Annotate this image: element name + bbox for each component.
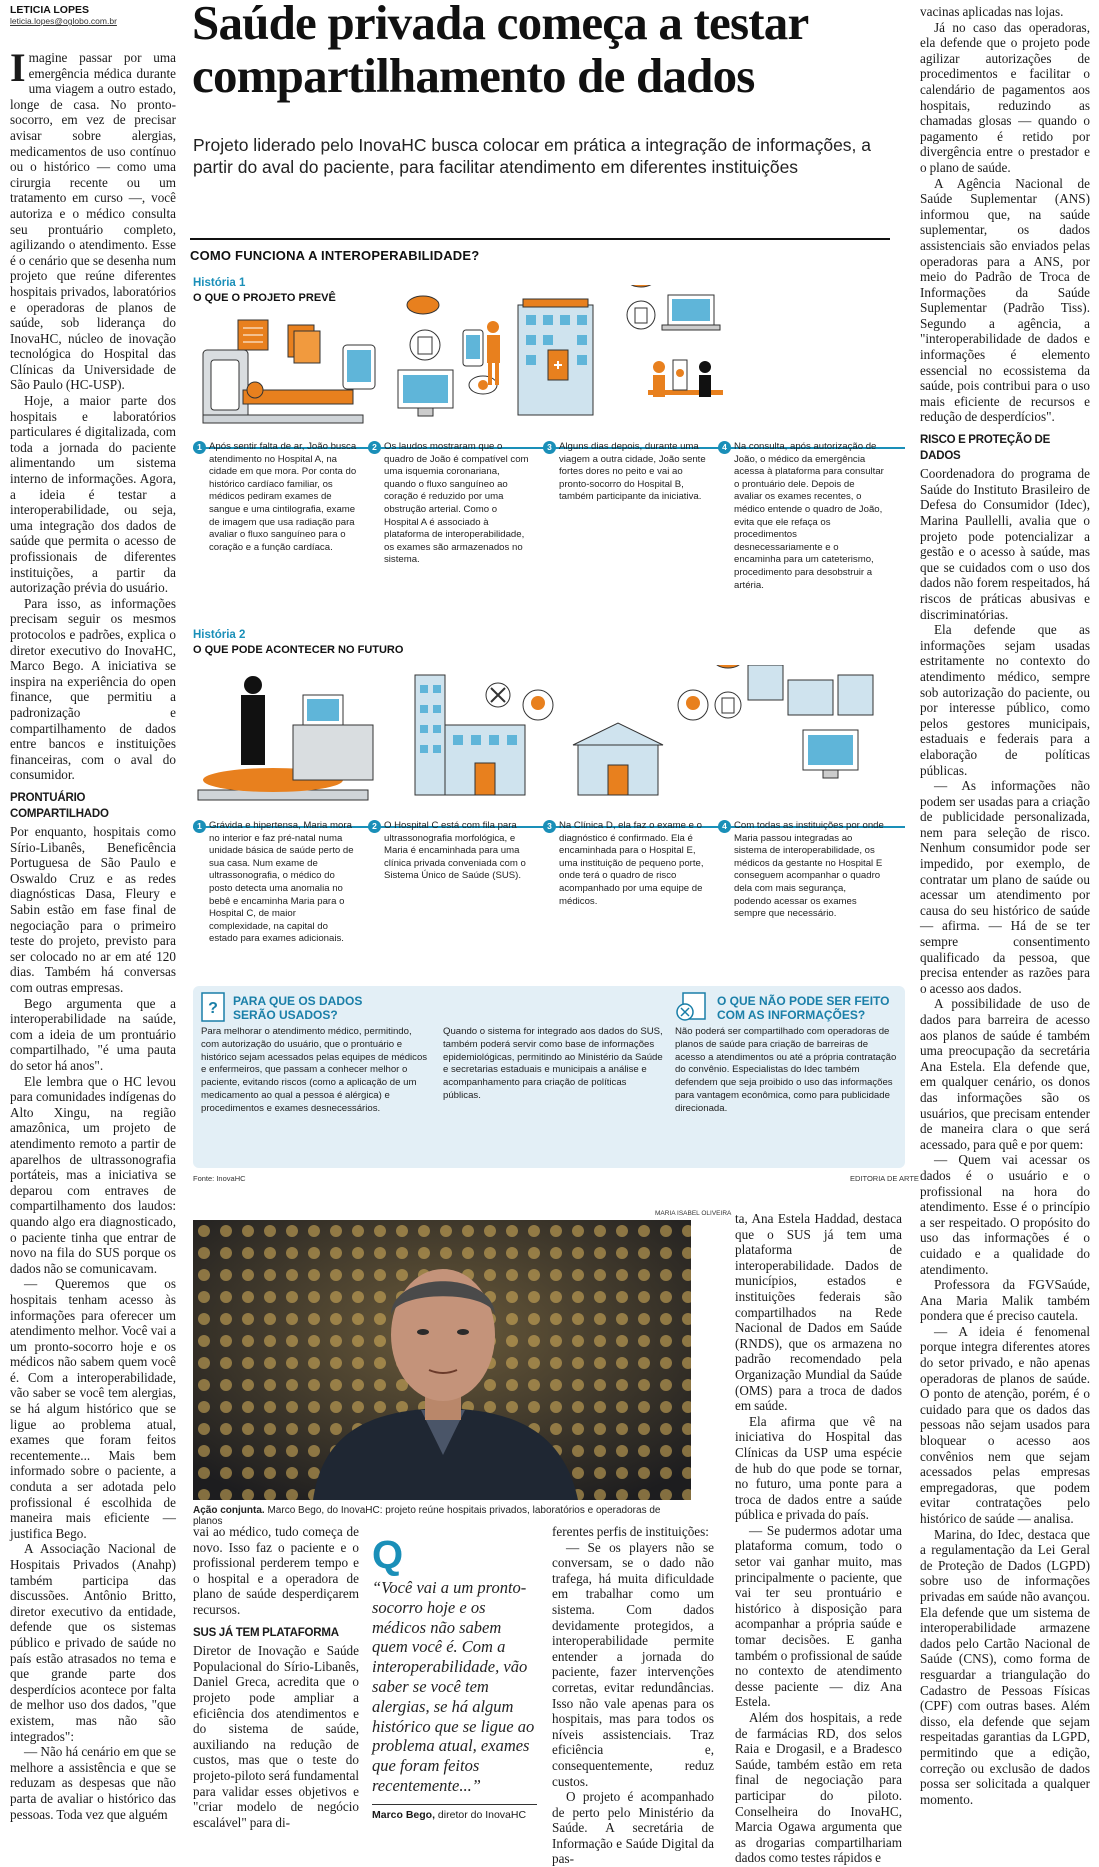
story-1-step-1: 1 Após sentir falta de ar, João busca atendimento no Hospital A, na cidade em que mora. Por conta do histórico cardíaco familiar, os médicos pediram exames de sangue e uma cintilografia, exame de imagem que usa radiação para avaliar o fluxo sanguíneo para o coração e a função cardíaca.: [193, 441, 363, 554]
person-icon: [487, 321, 500, 385]
story-2-subtitle: O QUE PODE ACONTECER NO FUTURO: [193, 644, 404, 656]
blocked-icon: [486, 683, 510, 707]
portrait-illustration: [193, 1220, 691, 1500]
paragraph: — Quem vai acessar os dados é o usuário e o profissional na hora do atendimento. Esse é o princípio a ser respeitado. O propósito do uso das informações é o cuidado e a qualidade do atendimento.: [920, 1152, 1090, 1277]
article-column-5: [920, 4, 1090, 1807]
box-mid-text: Quando o sistema for integrado aos dados do SUS, também poderá servir como base de informações epidemiológicas, permitindo ao Ministério da Saúde e secretarias estaduais e municipais a análise e acompanhamento para criação de políticas públicas.: [443, 1026, 663, 1101]
paragraph: Hoje, a maior parte dos hospitais e laboratórios particulares é digitalizada, com toda a jornada do paciente alimentando um sistema interno de informações. Agora, a ideia é testar a interoperabilidade, ou seja, uma integração dos dados de saúde que permita o acesso de profissionais de diferentes instituições, a partir da autorização prévia do usuário.: [10, 393, 176, 596]
paragraph: — A ideia é fenomenal porque integra diferentes atores do setor privado, e não apenas operadoras de planos de saúde. O ponto de atenção, porém, é o cuidado para que os dados das pessoas não sejam usados para bloquear o acesso aos convênios nem que sejam acessados pelas empresas empregadoras, que podem evitar contratações pelo histórico de saúde — analisa.: [920, 1323, 1090, 1526]
paragraph: Para isso, as informações precisam seguir os mesmos protocolos e padrões, explica o diretor executivo do InovaHC, Marco Bego. A iniciativa se inspira na experiência do open finance, que permitiu a padronização e compartilhamento de dados entre bancos e instituições financeiras, com o aval do consumidor.: [10, 595, 176, 783]
story-1-subtitle: O QUE O PROJETO PREVÊ: [193, 292, 336, 304]
step-number: 4: [718, 441, 731, 454]
laptop-icon: [662, 295, 720, 330]
monitor-icon: [398, 370, 453, 416]
infographic-title: COMO FUNCIONA A INTEROPERABILIDADE?: [190, 248, 480, 263]
paragraph: vacinas aplicadas nas lojas.: [920, 4, 1064, 19]
headline: Saúde privada começa a testar compartilhamento de dados: [192, 0, 808, 103]
paragraph: Bego argumenta que a interoperabilidade na saúde, com a ideia de um prontuário compartilhado, "é uma pauta do setor há anos".: [10, 995, 176, 1073]
story-2-step-3: 3 Na Clínica D, ela faz o exame e o diagnóstico é confirmado. Ela é encaminhada para o Hospital E, uma instituição de pequeno porte, onde terá o quadro de risco acompanhado por uma equipe de médicos.: [543, 820, 713, 908]
clinic-building-icon: [573, 723, 663, 795]
paragraph: ta, Ana Estela Haddad, destaca que o SUS já tem uma plataforma de interoperabilidade. Dados de municípios, estados e instituições federais são compartilhados na Rede Nacional de Dados em Saúde (RNDS), que os armazena no padrão recomendado pela Organização Mundial da Saúde (OMS) para a troca de dados em saúde.: [735, 1211, 902, 1414]
document-icon: [627, 301, 655, 329]
article-column-2: [193, 1524, 359, 1830]
paragraph: — Não há cenário em que se melhore a assistência e que se reduzam as despesas que não parta de avaliar o histórico das pessoas. Toda vez que alguém: [10, 1744, 176, 1822]
author-email[interactable]: leticia.lopes@oglobo.com.br: [10, 16, 117, 26]
article-column-4: [735, 1211, 902, 1866]
paragraph: O projeto é acompanhado de perto pelo Ministério da Saúde. A secretária de Informação e Saúde Digital da pas-: [552, 1789, 714, 1867]
quote-text: “Você vai a um pronto-socorro hoje e os médicos não sabem quem você é. Com a interoperabilidade, vão saber se você tem alergias, se há algum histórico que se ligue ao problema atual, exames que foram feitos recentemente...”: [372, 1578, 535, 1795]
hospital-building-icon: [518, 299, 593, 415]
story-1-step-3: 3 Alguns dias depois, durante uma viagem a outra cidade, João sente fortes dores no peito e vai ao pronto-socorro do Hospital B, também participante da iniciativa.: [543, 441, 713, 504]
box-left-text: Para melhorar o atendimento médico, permitindo, com autorização do usuário, que o prontuário e histórico sejam acessados pelas equipes de médicos e enfermeiros, que passam a conhecer melhor o paciente, evitando riscos (como a aplicação de um medicamento ao qual a pessoa é alérgica) e procedimentos e exames desnecessários.: [201, 1026, 428, 1114]
pregnant-woman-icon: [523, 690, 553, 720]
infographic-editoria: EDITORIA DE ARTE: [850, 1174, 919, 1183]
section-subhead: RISCO E PROTEÇÃO DE DADOS: [920, 434, 1051, 462]
article-column-1: [10, 45, 176, 1822]
story-2-step-1: 1 Grávida e hipertensa, Maria mora no interior e faz pré-natal numa unidade básica de saúde perto de sua casa. Num exame de ultrassonografia, o médico do posto detecta uma anomalia no bebê e encaminha Maria para o Hospital C, de maior complexidade, na capital do estado para exames adicionais.: [193, 820, 363, 946]
story-1-step-4: 4 Na consulta, após autorização de João, o médico da emergência acessa à plataforma para consultar o prontuário dele. Depois de avaliar os exames recentes, o médico entende o quadro de João, evita que ele refaça os procedimentos desnecessariamente e o encaminha para um cateterismo, procedimento para desobstruir a artéria.: [718, 441, 888, 592]
step-number: 2: [368, 441, 381, 454]
question-document-icon: [201, 992, 225, 1022]
portrait-photo: [193, 1220, 691, 1500]
paragraph: Imagine passar por uma emergência médica durante uma viagem a outro estado, longe de casa. No pronto-socorro, em vez de precisar avisar sobre alergias, medicamentos de uso contínuo ou o histórico — como uma cirurgia recente ou um tratamento em curso —, você autoriza e o médico consulta seu prontuário completo, agilizando o atendimento. Esse é o cenário que se desenha num projeto que reúne diferentes hospitais privados, laboratórios e operadoras de planos de saúde, sob liderança do InovaHC, núcleo de inovação tecnológica do Hospital das Clínicas da Universidade de São Paulo (HC-USP).: [10, 45, 176, 393]
cloud-icon: [407, 296, 439, 314]
svg-text:?: ?: [208, 1000, 218, 1017]
scanner-machine-icon: [203, 350, 363, 423]
paragraph: Além dos hospitais, a rede de farmácias RD, dos selos Raia e Drogasil, e a Bradesco Saúde, também estão em reta final de negociação para participar do piloto. Conselheira do InovaHC, Marcia Ogawa argumenta que as drogarias compartilhariam dados como testes rápidos e: [735, 1710, 902, 1866]
pregnant-woman-icon: [678, 690, 708, 720]
paragraph: Ele lembra que o HC levou para comunidades indígenas do Alto Xingu, na região amazônica, um projeto de atendimento remoto a partir de aparelhos de ultrassonografia portáteis, mas a iniciativa se deparou com entraves de compartilhamento dos laudos: quando algo era diagnosticado, o paciente tinha que entrar de novo na fila do SUS porque os dados não se comunicavam.: [10, 1073, 176, 1276]
step-number: 2: [368, 820, 381, 833]
section-subhead: SUS JÁ TEM PLATAFORMA: [193, 1626, 339, 1639]
paragraph: Marina, do Idec, destaca que a regulamentação da Lei Geral de Proteção de Dados (LGPD) sobre uso de informações privadas em saúde não avançou. Ela defende que um sistema de interoperabilidade armazene dados pelo Cartão Nacional de Saúde (CNS), como forma de resguardar a triangulação do Cadastro de Pessoas Físicas (CPF) com outras bases. Além disso, ela defende que sejam respeitadas garantias da LGPD, permitindo que a edição, correção ou exclusão de dados possa ser solicitada a qualquer momento.: [920, 1526, 1090, 1807]
box-right-text: Não poderá ser compartilhado com operadoras de planos de saúde para criação de barreiras de acesso a atendimentos ou até a própria contratação do convênio. Especialistas do Idec também defendem que seja proibido o uso das informações para vantagem econômica, como para publicidade direcionada.: [675, 1026, 897, 1114]
story-2-step-2: 2 O Hospital C está com fila para ultrassonografia morfológica, e Maria é encaminhada para uma clínica privada conveniada com o Sistema Único de Saúde (SUS).: [368, 820, 538, 883]
paragraph: — Se pudermos adotar uma plataforma comum, todo o setor vai ganhar muito, mas principalmente o paciente, que vai ter seu prontuário e histórico à disposição para acompanhar a própria saúde e tomar decisões. E ganha também o profissional de saúde no contexto de atendimento desse paciente — diz Ana Estela.: [735, 1522, 902, 1710]
author-name: LETICIA LOPES: [10, 4, 89, 16]
cloud-icon: [627, 285, 655, 287]
step-number: 1: [193, 441, 206, 454]
pull-quote: [372, 1533, 537, 1821]
subtitle: Projeto liderado pelo InovaHC busca colocar em prática a integração de informações, a partir do aval do paciente, para facilitar atendimento em diferentes instituições: [193, 135, 872, 177]
story-2-illustration: [193, 665, 905, 815]
quote-icon: Q: [372, 1533, 404, 1577]
blocked-document-icon: [675, 992, 709, 1022]
story-1-label: História 1: [193, 277, 246, 289]
step-number: 4: [718, 820, 731, 833]
paragraph: Diretor de Inovação e Saúde Populacional do Sírio-Libanês, Daniel Greca, acredita que o projeto pode ampliar a eficiência dos atendimentos e do sistema de saúde, auxiliando na redução de custos, mas que o teste do projeto-piloto será fundamental para validar esses objetivos e "criar modelo de negócio escalável" para di-: [193, 1643, 359, 1830]
paragraph: A Agência Nacional de Saúde Suplementar (ANS) informou que, na saúde suplementar, os dados assistenciais são enviados pelas operadoras para a ANS, por meio do Padrão de Troca de Informações da Saúde Suplementar (Padrão Tiss). Segundo a agência, a "interoperabilidade de dados e informações é elemento essencial no ecossistema da saúde, pois contribui para o uso mais eficiente de recursos e redução de desperdícios".: [920, 175, 1090, 425]
paragraph: Ela defende que as informações sejam usadas estritamente no contexto do atendimento médico, sempre sob autorização do paciente, ou por interesse público, como pelos gestores municipais, estaduais e federais para a elaboração de políticas públicas.: [920, 622, 1090, 778]
quote-attribution: Marco Bego, diretor do InovaHC: [372, 1804, 537, 1821]
step-number: 3: [543, 441, 556, 454]
photo-credit: MARIA ISABEL OLIVEIRA: [655, 1210, 732, 1217]
paragraph: Professora da FGVSaúde, Ana Maria Malik também pondera que é preciso cautela.: [920, 1277, 1090, 1324]
box-right-title: O QUE NÃO PODE SER FEITO COM AS INFORMAÇÕES?: [717, 994, 890, 1022]
paragraph: Por enquanto, hospitais como Sírio-Libanês, Beneficência Portuguesa de São Paulo e Oswaldo Cruz e as redes diagnósticas Dasa, Fleury e Sabin estão em fase final de negociação para o primeiro teste do projeto, previsto para ser colocado no ar em até 120 dias. Também há conversas com outras empresas.: [10, 824, 176, 996]
story-2-label: História 2: [193, 629, 246, 641]
doctor-patient-consultation-icon: [648, 360, 723, 397]
author-byline: [10, 4, 160, 26]
paragraph: — As informações não podem ser usadas para a criação de publicidade personalizada, nem para seleção de risco. Nenhum consumidor pode ser impedido, por exemplo, de contratar um plano de saúde ou acessar um atendimento por causa do seu histórico de saúde — afirma. — Há de se ter sempre consentimento qualificado da pessoa, que precisa entender as razões para o acesso aos dados.: [920, 778, 1090, 996]
box-left-title: PARA QUE OS DADOS SERÃO USADOS?: [233, 994, 363, 1022]
step-number: 1: [193, 820, 206, 833]
story-1-step-2: 2 Os laudos mostraram que o quadro de João é compatível com uma isquemia coronariana, quando o fluxo sanguíneo ao coração é reduzido por uma obstrução arterial. Como o Hospital A é associado à plataforma de interoperabilidade, os exames são armazenados no sistema.: [368, 441, 538, 567]
document-icon: [410, 330, 440, 360]
folder-stack-icon: [288, 325, 320, 363]
story-2-step-4: 4 Com todas as instituições por onde Maria passou integradas ao sistema de interoperabilidade, os médicos da gestante no Hospital E conseguem acompanhar o quadro dela com mais segurança, podendo acessar os exames sempre que necessário.: [718, 820, 888, 921]
article-column-3: [552, 1524, 714, 1867]
story-1-illustration: [193, 285, 905, 435]
paragraph: ferentes perfis de instituições:: [552, 1524, 709, 1539]
cloud-icon: [714, 665, 742, 668]
paragraph: vai ao médico, tudo começa de novo. Isso faz o paciente e o profissional perderem tempo e o hospital e a operadora de plano de saúde desperdiçarem recursos.: [193, 1524, 359, 1617]
paragraph: Já no caso das operadoras, ela defende que o projeto pode agilizar autorizações de procedimentos e facilitar o calendário de pagamentos aos hospitais, reduzindo as chamadas glosas — quando o pagamento é retido por divergência entre o prestador e o plano de saúde.: [920, 19, 1090, 175]
paragraph: A possibilidade de uso de dados para barreira de acesso aos planos de saúde é também uma preocupação da secretária Ana Estela. Ela defende que, em qualquer cenário, os donos das informações são os usuários, que precisam entender de maneira clara o que será acessado, para quê e por quem:: [920, 996, 1090, 1152]
tablet-icon: [343, 345, 375, 389]
paragraph: — Se os players não se conversam, se o dado não trafega, há muita dificuldade em trabalhar como um sistema. Com dados devidamente protegidos, a interoperabilidade permite entender a jornada do paciente, fazer intervenções corretas, evitar redundâncias. Isso não vale apenas para os hospitais, mas para todos os níveis assistenciais. Traz eficiência e, consequentemente, reduz custos.: [552, 1539, 714, 1789]
caption-lead: Ação conjunta.: [193, 1505, 265, 1516]
document-icon: [715, 692, 741, 718]
paragraph: — Queremos que os hospitais tenham acesso às informações para oferecer um atendimento melhor. Você vai a um pronto-socorro hoje e os médicos não sabem quem você é. Com a interoperabilidade, vão saber se você tem alergias, se há algum histórico que se ligue ao problema atual, exames que foram feitos recentemente... Mais bem informado sobre o paciente, a conduta a ser adotada pelo profissional é escolhida de maneira mais eficiente — justifica Bego.: [10, 1276, 176, 1541]
paragraph: A Associação Nacional de Hospitais Privados (Anahp) também participa das discussões. Antônio Britto, diretor executivo da entidade, defende que os sistemas público e privado de saúde no país estão atrasados no tema e que grande parte dos desperdícios acontece por falta de melhor uso dos dados, "que existem, mas não são integrados":: [10, 1541, 176, 1744]
photo-caption: Ação conjunta. Marco Bego, do InovaHC: projeto reúne hospitais privados, laboratórios e operadoras de planos: [193, 1505, 661, 1527]
infographic: [190, 238, 910, 263]
infographic-source: Fonte: InovaHC: [193, 1174, 246, 1183]
data-usage-box: [193, 986, 905, 1168]
hospital-network-icon: [748, 665, 873, 715]
ultrasound-exam-icon: [198, 676, 373, 800]
phone-icon: [463, 330, 483, 366]
paragraph: Ela afirma que vê na iniciativa do Hospital das Clínicas da USP uma espécie de hub do que pode se tornar, no futuro, uma ponte para a troca de dados entre a saúde pública e privada do país.: [735, 1413, 902, 1523]
monitor-icon: [803, 730, 858, 778]
step-number: 3: [543, 820, 556, 833]
paragraph: Coordenadora do programa de Saúde do Instituto Brasileiro de Defesa do Consumidor (Idec), Marina Paullelli, avalia que o projeto pode potencializar a gestão e o acesso à saúde, mas que se cuidados com o uso dos dados não forem respeitados, há riscos de práticas abusivas e discriminatórias.: [920, 466, 1090, 622]
document-icon: [238, 320, 268, 350]
section-subhead: PRONTUÁRIO COMPARTILHADO: [10, 791, 109, 820]
drop-cap: I: [10, 45, 26, 90]
eye-icon: [469, 376, 497, 394]
